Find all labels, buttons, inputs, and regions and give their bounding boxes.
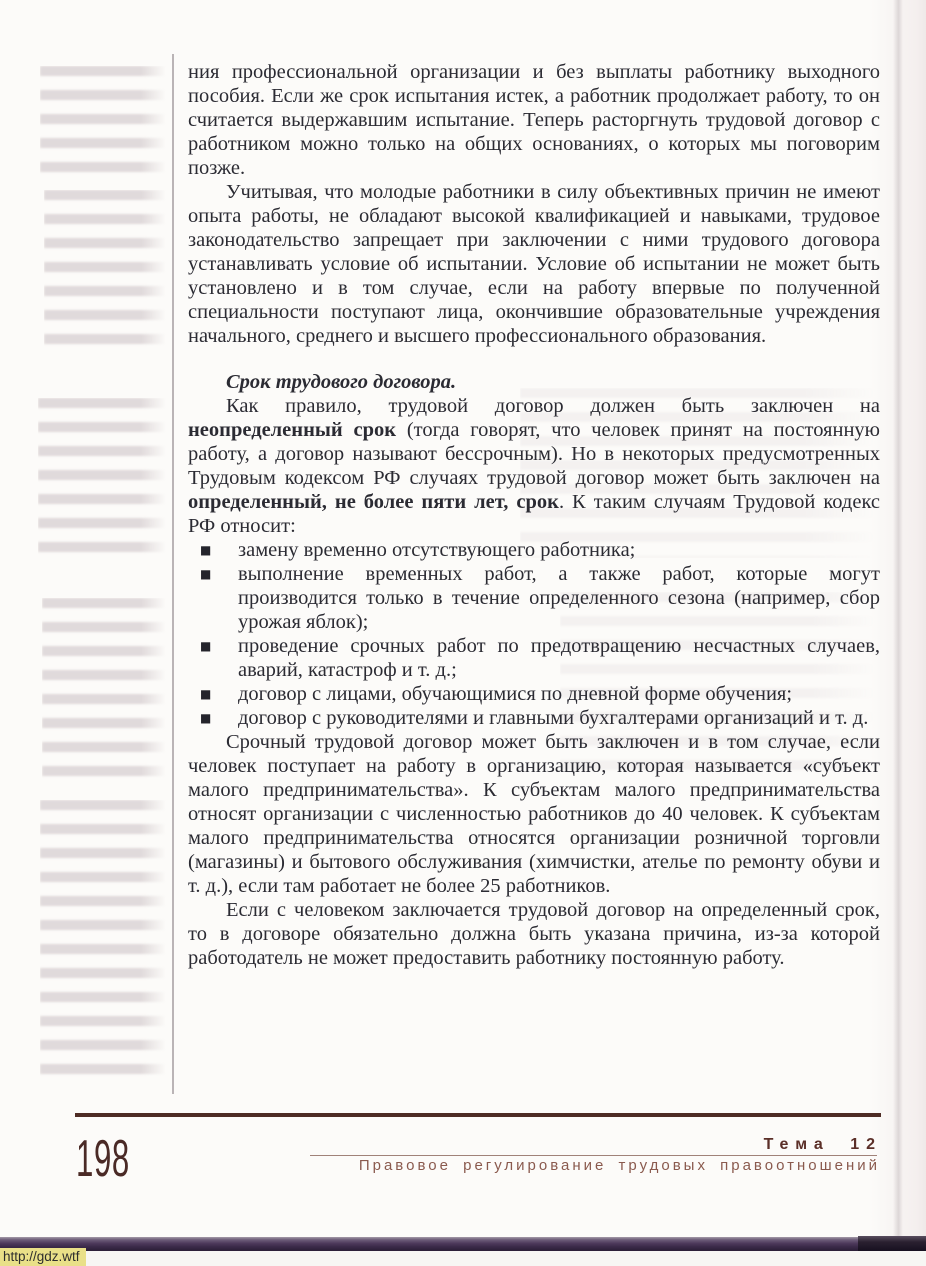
list-item <box>188 538 880 562</box>
list-item-text: замену временно отсутствующего работника; <box>238 539 636 561</box>
bleedthrough-text <box>38 398 166 566</box>
square-bullet-icon: ■ <box>200 711 212 725</box>
text-column <box>188 60 880 970</box>
page-number: 198 <box>76 1130 130 1188</box>
square-bullet-icon: ■ <box>200 639 212 653</box>
footer-rule <box>75 1113 881 1117</box>
gutter-line <box>172 54 174 1094</box>
scan-bottom-strip <box>0 1251 926 1266</box>
list-item <box>188 682 880 706</box>
list-item-text: выполнение временных работ, а также работ, которые могут производится только в течение определенного сезона (например, сбор урожая яблок); <box>238 563 880 633</box>
bold-term-fixed: определенный, не более пяти лет, срок <box>188 491 559 513</box>
square-bullet-icon: ■ <box>200 687 212 701</box>
text-run: . К таким случаям Трудовой кодекс РФ относит: <box>188 491 880 537</box>
bleedthrough-text <box>44 190 166 350</box>
paragraph-fixed-term-reason: Если с человеком заключается трудовой договор на определенный срок, то в договоре обязательно должна быть указана причина, из-за которой работодатель не может предоставить работнику постоянную работу. <box>188 899 880 969</box>
paragraph-severance: ния профессиональной организации и без выплаты работнику выходного пособия. Если же срок испытания истек, а работник продолжает работу, то он считается выдержавшим испытание. Теперь расторгнуть трудовой договор с работником можно только на общих основаниях, о которых мы поговорим позже. <box>188 61 880 179</box>
list-item <box>188 634 880 682</box>
bold-term-indefinite: неопределенный срок <box>188 419 397 441</box>
text-run: Как правило, трудовой договор должен быть заключен на <box>226 395 880 417</box>
scan-bottom-bar-dark-end <box>858 1236 926 1251</box>
list-item-text: проведение срочных работ по предотвращению несчастных случаев, аварий, катастроф и т. д.; <box>238 635 880 681</box>
watermark-url[interactable]: http://gdz.wtf <box>0 1248 86 1266</box>
bleedthrough-text <box>42 598 166 788</box>
list-item-text: договор с руководителями и главными бухгалтерами организаций и т. д. <box>238 707 869 729</box>
paragraph-probation-ban: Учитывая, что молодые работники в силу объективных причин не имеют опыта работы, не обладают высокой квалификацией и навыками, трудовое законодательство запрещает при заключении с ними трудового договора устанавливать условие об испытании. Условие об испытании не может быть установлено и в том случае, если на работу впервые по полученной специальности поступают лица, окончившие образовательные учреждения начального, среднего и высшего профессионального образования. <box>188 181 880 347</box>
text-run: (тогда говорят, что человек принят на постоянную работу, а договор называют бессрочным). Но в некоторых предусмотренных Трудовым кодексом РФ случаях трудовой договор может быть заключен на <box>188 419 880 489</box>
square-bullet-icon: ■ <box>200 543 212 557</box>
paragraph-small-business: Срочный трудовой договор может быть заключен и в том случае, если человек поступает на работу в организацию, которая называется «субъект малого предпринимательства». К субъектам малого предпринимательства относят организации с численностью работников до 40 человек. К субъектам малого предпринимательства относятся организации розничной торговли (магазины) и бытового обслуживания (химчистки, ателье по ремонту обуви и т. д.), если там работает не более 25 работников. <box>188 731 880 897</box>
list-item-text: договор с лицами, обучающимися по дневной форме обучения; <box>238 683 793 705</box>
scan-bottom-bar <box>0 1237 926 1251</box>
square-bullet-icon: ■ <box>200 567 212 581</box>
list-item <box>188 706 880 730</box>
chapter-title: Правовое регулирование трудовых правоотношений <box>358 1157 880 1174</box>
list-item <box>188 562 880 634</box>
contract-cases-list <box>188 538 880 730</box>
theme-label: Тема 12 <box>763 1136 882 1153</box>
paragraph-contract-term <box>188 394 880 538</box>
bleedthrough-text <box>40 800 166 1078</box>
section-heading: Срок трудового договора. <box>226 371 457 393</box>
page-edge-shadow <box>893 0 903 1237</box>
footer-divider <box>310 1155 877 1156</box>
bleedthrough-text <box>40 66 166 186</box>
